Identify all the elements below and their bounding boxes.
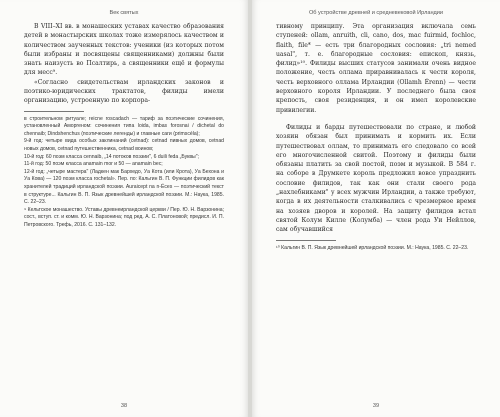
body-paragraph: «Согласно свидетельствам ирландских законов и поэтико-юридических трактатов, филиды имели организацию, устроенную по корпора- bbox=[24, 78, 224, 105]
right-page bbox=[252, 0, 500, 417]
footnote: 11-й год: 50 поэм класса anamain mor и 50 — anamain bec; bbox=[24, 161, 163, 168]
paragraph-gap bbox=[276, 115, 476, 123]
footnote: 12-й год: „четыре мастера" (Ладкен мак Бархедо, Уа Кота (или Крота), Уа Бехона и Уа Кова) — 120 поэм класса rochetal». Пер. по: Кальгин В. П. Функции филидов как хранителей традиций ирландской поэзии. Auraicept na n-Éces — поэтический текст в структуре... Кальгин В. П. Язык древнейшей ирландской поэзии. М.: Наука, 1985. С. 22–23. bbox=[24, 168, 224, 206]
body-paragraph: В VIII–XI вв. в монашеских уставах качество образования детей в монастырских школах тоже измерялось качеством и количеством заученных текстов: ученики (из которых потом были избраны и посвящены священниками) должны были знать наизусть во Псалтирь, а священники ещё и формулы для месс⁹. bbox=[24, 23, 224, 77]
footnote-rule bbox=[24, 111, 84, 112]
footnote: 9-й год: четыре вида особых заклинаний (cetnad): cetnad пивных домов, cetnad новых домов, cetnad путешественника, cetnad воинов; bbox=[24, 138, 224, 153]
footnote: в строительном ритуале; reicne roscadach — тариф за поэтические сочинения, установленный Аморгеном: сочинения типа loida, imbas forosnai / dichetal do chennaib; Dindshenchus (поэтические легенды) и главные саги (primscéla); bbox=[24, 115, 224, 137]
footnote: ⁹ Кельтское монашество. Уставы древнеирландской церкви / Пер. Ю. Н. Варзонина; сост., вступ. ст. и комм. Ю. Н. Варзонина; под ред. А. С. Платоновой; предисл. И. П. Петровского. Трефь, 2016. С. 131–132. bbox=[24, 206, 224, 228]
body-paragraph: тивному принципу. Эта организация включала семь ступеней: ollam, anruith, cli, cano, dos, mac fuirmid, fochloc, flaith, file* — есть три благородных сословия: „tri nemed uasal", т. е. благородные сословия: епископ, князь, филид»¹⁰. Филиды высших статусов занимали очень видное положение, честь оллама приравнивалась к чести короля, честь верховного оллама Ирландии (Ollamh Érenn) — чести верховного короля Ирландии. У последнего была своя крепость, своя резиденция, и он имел королевские привилегии. bbox=[276, 23, 476, 114]
left-text-column bbox=[24, 22, 224, 230]
body-paragraph: Филиды и барды путешествовали по стране, и любой хозяин обязан был принимать и кормить их. Если путешествовал оллам, то принимать его следовало со всей его многочисленной свитой. Поэтому и филиды были обязаны платить за свой постой, поэм и музыкой. В 584 г. на соборе в Друмкете король предложил вовсе упразднить сословие филидов, так как они стали своего рода „нахлебниками" у всех мужчин Ирландии, а также требуют, когда в их деятельности сталкивались с чрезмерное время на хозяев дворов и королей. На защиту филидов встал святой Колум Килле (Колумба) — член рода Уи Нейллов, сам обучавшийся bbox=[276, 123, 476, 234]
running-head-right: Об устройстве древней и средневековой Ирландии bbox=[308, 10, 444, 16]
footnote: ¹⁰ Кальгин В. П. Язык древнейшей ирландской поэзии. М.: Наука, 1985. С. 22–23. bbox=[276, 244, 469, 251]
page-number-right: 39 bbox=[372, 403, 380, 409]
footnote: 10-й год: 60 поэм класса cennaib, „14 потоков поэзии", 6 duili feda „Буквы"; bbox=[24, 153, 199, 160]
page-number-left: 38 bbox=[120, 403, 128, 409]
left-page bbox=[0, 0, 248, 417]
footnote-rule bbox=[276, 240, 336, 241]
running-head-left: Век святых bbox=[109, 10, 139, 16]
right-text-column bbox=[276, 22, 476, 252]
